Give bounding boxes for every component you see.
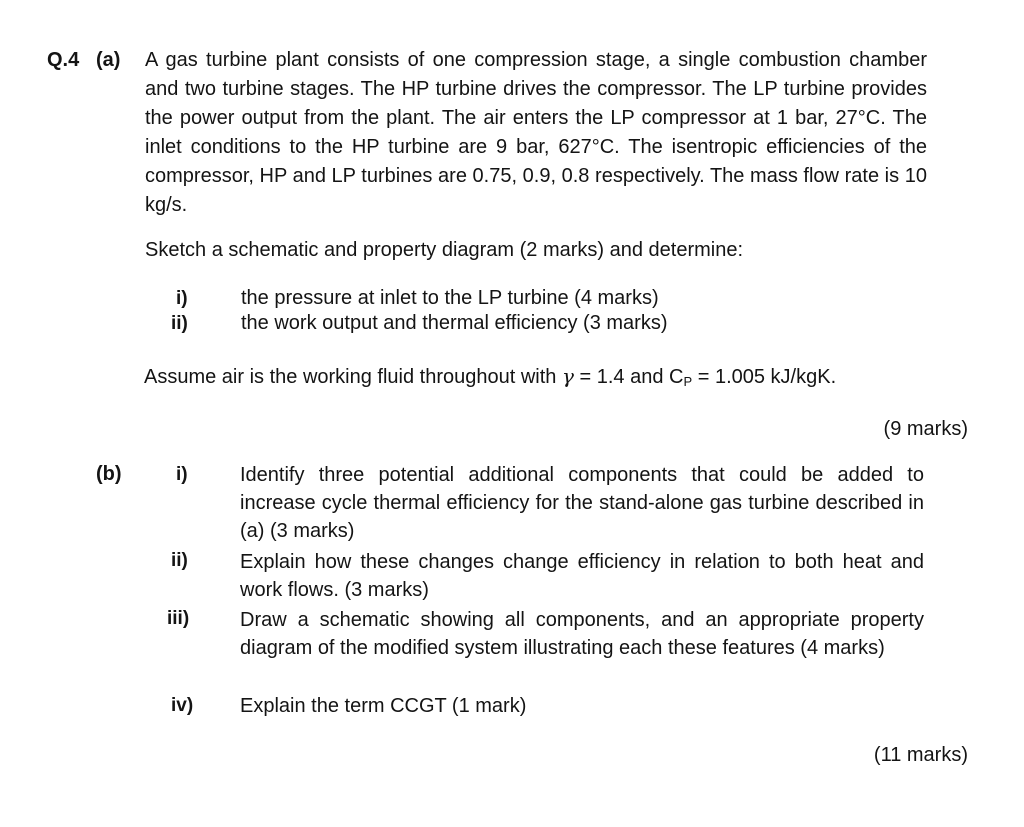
part-b-label: (b) [96,463,122,485]
part-a-task: Sketch a schematic and property diagram (2 marks) and determine: [145,239,744,261]
part-a-marks: (9 marks) [883,418,968,440]
part-b-item-1-number: i) [176,464,188,485]
part-a-item-2-number: ii) [171,313,188,334]
part-a-assumption [144,362,836,396]
part-a-item-1-number: i) [176,288,188,309]
part-b-item-2-number: ii) [171,550,188,571]
part-b-item-4-text: Explain the term CCGT (1 mark) [240,695,527,717]
question-number: Q.4 [47,49,80,71]
part-a-label: (a) [96,49,121,71]
assumption-suffix: = 1.005 kJ/kgK. [697,366,837,388]
cp-subscript: P [683,374,693,389]
part-b-item-2-text: Explain how these changes change efficiency in relation to both heat and work flows. (3 marks) [240,551,924,601]
part-a-item-2-text: the work output and thermal efficiency (3 marks) [241,312,668,334]
part-b-item-4-number: iv) [171,695,194,716]
assumption-mid: = 1.4 and C [579,366,684,388]
assumption-prefix: Assume air is the working fluid throughout with [144,366,557,388]
part-b-item-1-text: Identify three potential additional components that could be added to increase cycle thermal efficiency for the stand-alone gas turbine described in (a) (3 marks) [240,464,924,542]
part-b-marks: (11 marks) [873,744,968,766]
gamma-symbol: γ [561,364,574,388]
part-a-intro: A gas turbine plant consists of one compression stage, a single combustion chamber and two turbine stages. The HP turbine drives the compressor. The LP turbine provides the power output from the plant. The air enters the LP compressor at 1 bar, 27°C. The inlet conditions to the HP turbine are 9 bar, 627°C. The isentropic efficiencies of the compressor, HP and LP turbines are 0.75, 0.9, 0.8 respectively. The mass flow rate is 10 kg/s. [145,49,927,216]
part-b-item-3-text: Draw a schematic showing all components, and an appropriate property diagram of the modified system illustrating each these features (4 marks) [240,609,924,659]
part-b-item-3-number: iii) [167,608,190,629]
part-a-item-1-text: the pressure at inlet to the LP turbine (4 marks) [241,287,659,309]
